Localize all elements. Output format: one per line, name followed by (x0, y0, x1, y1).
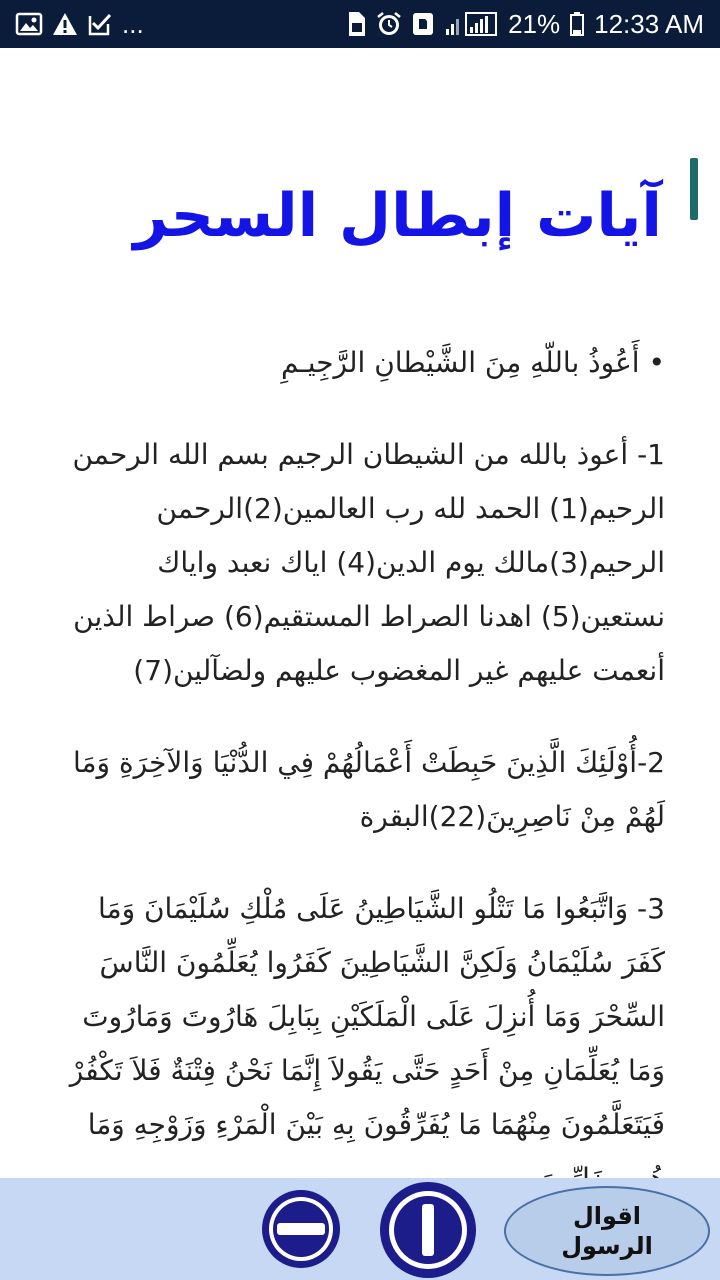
alarm-icon (376, 11, 402, 37)
prophet-sayings-button[interactable] (504, 1186, 710, 1276)
status-bar-system (346, 9, 704, 40)
checkbox-icon (88, 12, 112, 36)
zoom-out-button[interactable] (262, 1190, 340, 1268)
page-title: آيات إبطال السحر (133, 181, 662, 251)
paragraph-1: 1- أعوذ بالله من الشيطان الرجيم بسم الله الرحمن الرحيم(1) الحمد لله رب العالمين(2)الرحمن الرحيم(3)مالك يوم الدين(4) اياك نعبد واياك نستعين(5) اهدنا الصراط المستقيم(6) صراط الذين أنعمت عليهم غير المغضوب عليهم ولضآلين(7) (72, 438, 665, 687)
paragraph-2: 2-أُوْلَئِكَ الَّذِينَ حَبِطَتْ أَعْمَالُهُمْ فِي الدُّنْيَا وَالآخِرَةِ وَمَا لَهُمْ مِنْ نَاصِرِينَ(22)البقرة (73, 746, 665, 833)
clock: 12:33 AM (594, 8, 704, 39)
battery-percent: 21% (508, 8, 561, 39)
status-bar (0, 0, 720, 48)
sim-icon (346, 11, 366, 37)
status-bar-notifications (16, 9, 144, 40)
image-icon (16, 13, 42, 35)
zoom-in-button[interactable] (380, 1182, 476, 1278)
scroll-indicator[interactable] (690, 158, 698, 220)
status-overflow: ... (122, 8, 144, 39)
battery-icon (570, 12, 584, 36)
plus-icon (389, 1191, 467, 1269)
ayat-text (55, 336, 665, 1244)
warning-icon (52, 12, 78, 36)
notification-icon (412, 12, 434, 36)
paragraph-istiadha: • أَعُوذُ باللّهِ مِنَ الشَّيْطانِ الرَّجِيـمِ (55, 336, 665, 390)
signal-icon (444, 11, 498, 37)
content-scroll[interactable] (0, 48, 720, 1178)
prophet-sayings-label: اقوال الرسول (561, 1202, 653, 1260)
minus-icon (269, 1197, 333, 1261)
paragraph-3: 3- وَاتَّبَعُوا مَا تَتْلُو الشَّيَاطِينُ عَلَى مُلْكِ سُلَيْمَانَ وَمَا كَفَرَ سُلَيْمَانُ وَلَكِنَّ الشَّيَاطِينَ كَفَرُوا يُعَلِّمُونَ النَّاسَ السِّحْرَ وَمَا أُنزِلَ عَلَى الْمَلَكَيْنِ بِبَابِلَ هَارُوتَ وَمَارُوتَ وَمَا يُعَلِّمَانِ مِنْ أَحَدٍ حَتَّى يَقُولاَ إِنَّمَا نَحْنُ فِتْنَةٌ فَلاَ تَكْفُرْ فَيَتَعَلَّمُونَ مِنْهُمَا مَا يُفَرِّقُونَ بِهِ بَيْنَ الْمَرْءِ وَزَوْجِهِ وَمَا (69, 892, 665, 1141)
